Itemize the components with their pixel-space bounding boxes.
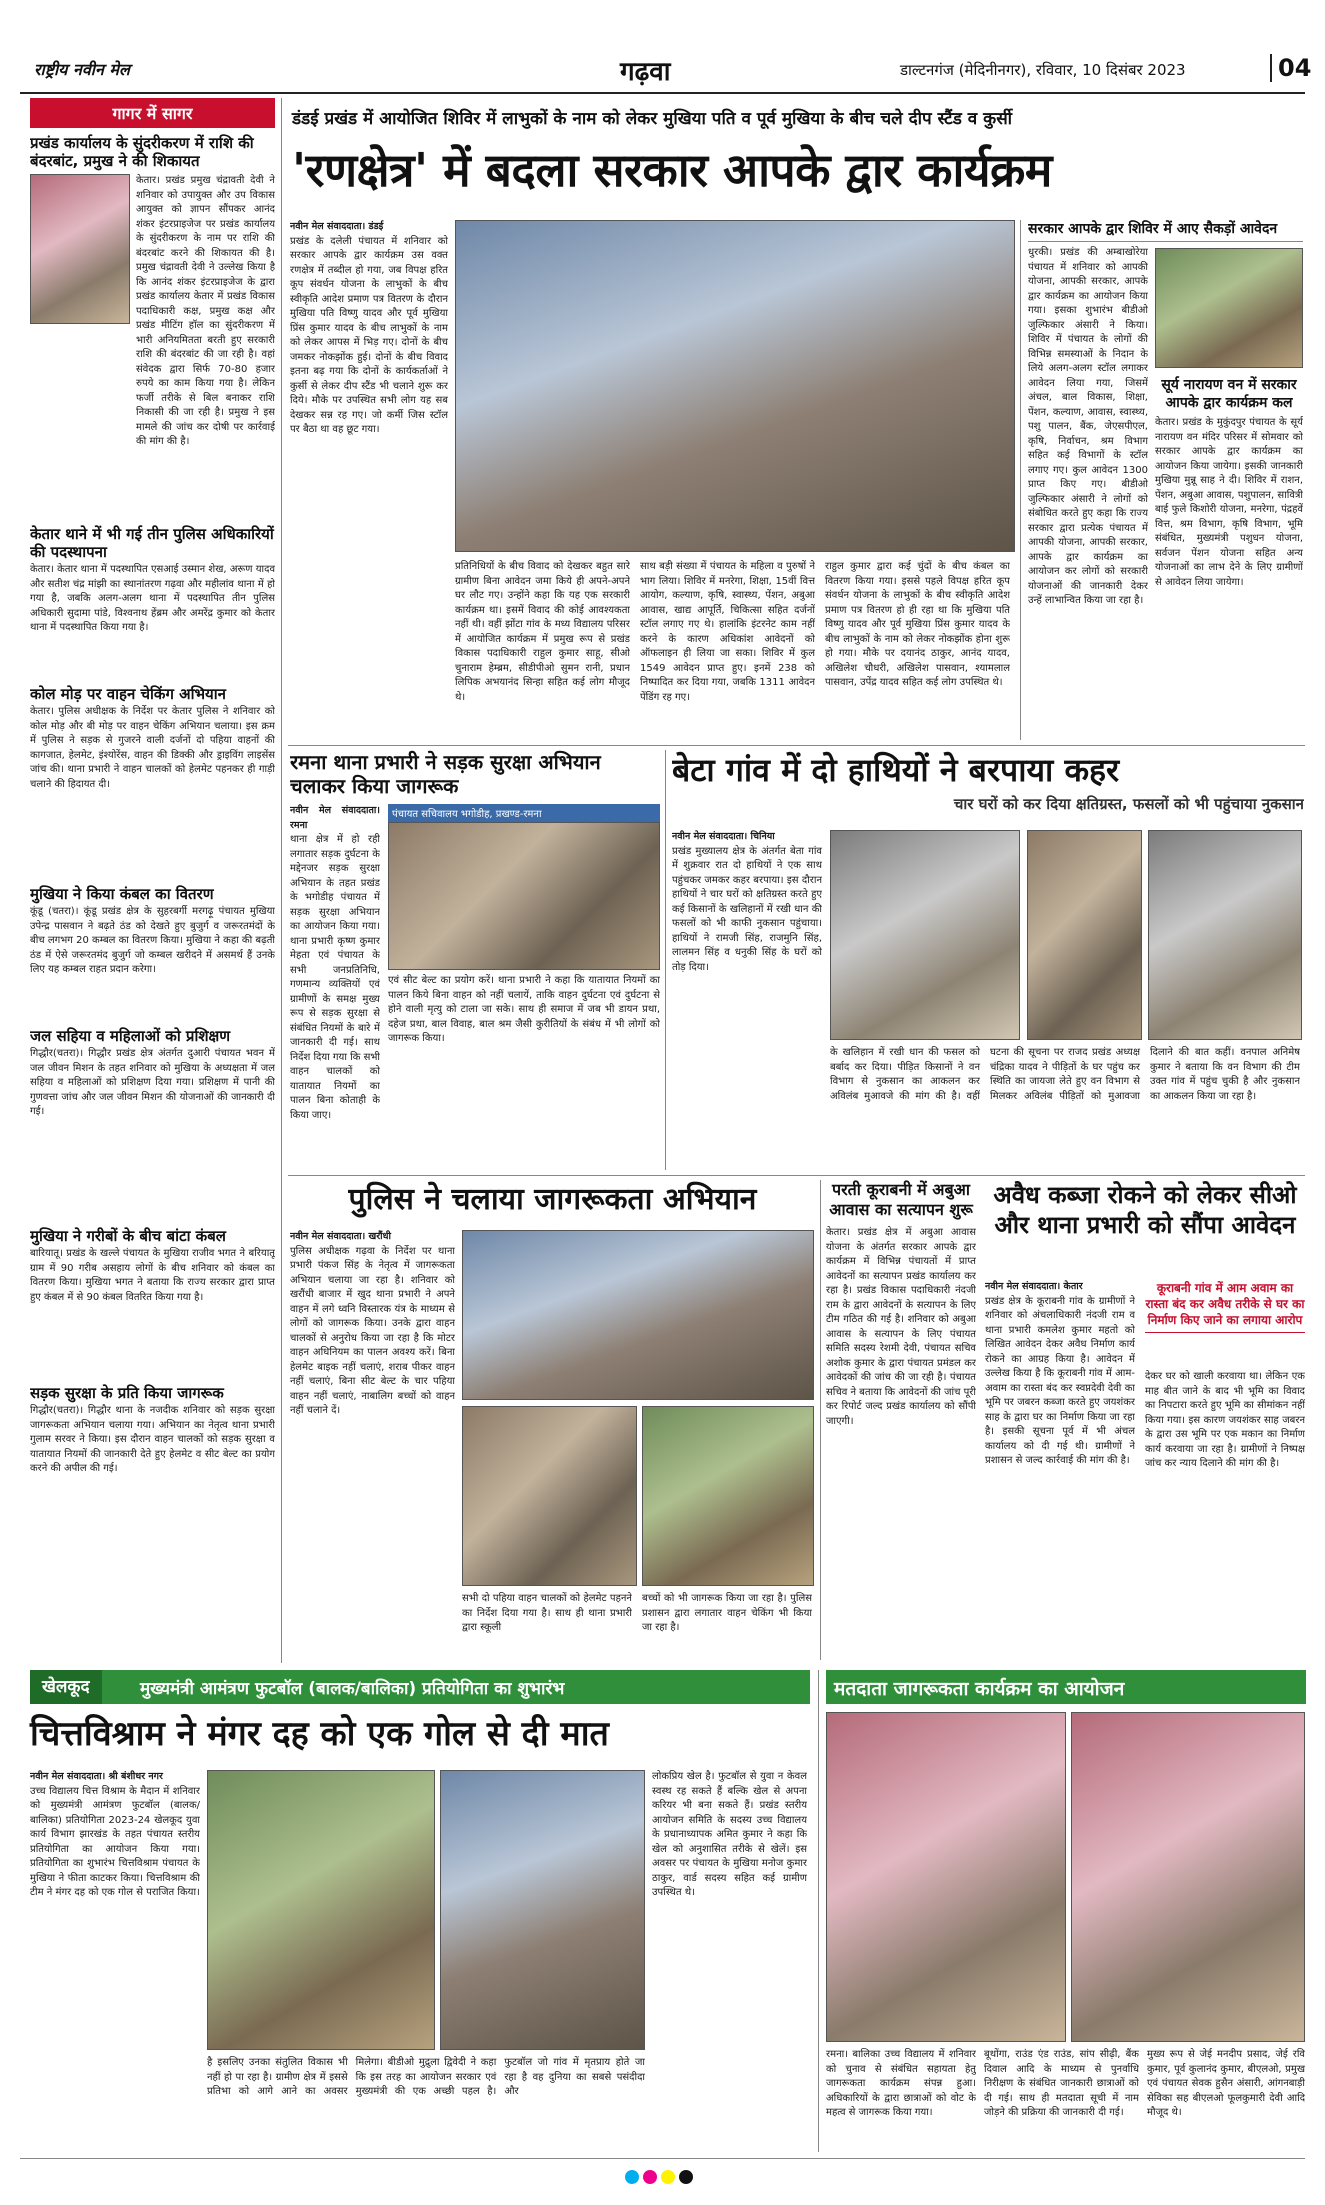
sidebar-story-7	[30, 1384, 275, 1564]
right-top-body: धुरकी। प्रखंड की अम्बाखोरेया पंचायत में शनिवार को आपकी योजना, आपकी सरकार, आपके द्वार कार्यक्रम का आयोजन किया गया। इसका शुभारंभ बीडीओ जुल्फिकार अंसारी ने किया। शिविर में पंचायत के लोगों की विभिन्न समस्याओं के निदान के लिये अलग-अलग स्टॉल लगाकर आवेदन लिया गया, जिसमें अंचल, बाल विकास, शिक्षा, पेंशन, कल्याण, आवास, स्वास्थ्य, पशु पालन, बैंक, जेएसपीएल, कृषि, निर्वाचन, श्रम विभाग सहित कई विभागों के स्टॉल लगाए गए। कुल आवेदन 1300 प्राप्त किए गए। बीडीओ जुल्फिकार अंसारी ने लोगों को संबोधित करते हुए कहा कि राज्य सरकार द्वारा प्रत्येक पंचायत में आपकी योजना, आपकी सरकार, आपके द्वार कार्यक्रम का आयोजन कर लोगों को सरकारी योजनाओं की जानकारी देकर उन्हें लाभान्वित किया जा रहा है।	[1028, 247, 1148, 606]
elephant-title: बेटा गांव में दो हाथियों ने बरपाया कहर	[672, 751, 1120, 789]
page-number: 04	[1270, 54, 1311, 82]
sports-banner	[30, 1670, 810, 1704]
sports-body2: है इसलिए उनका संतुलित विकास भी नहीं हो पा रहा है। ग्रामीण क्षेत्र में इससे प्रतिभा को आगे आने का अवसर मिलेगा। बीडीओ मुद्रुला द्विवेदी ने कहा कि इस तरह का आयोजन सरकार एवं मुख्यमंत्री की एक अच्छी पहल है। फुटबॉल जो गांव में मृतप्राय होते जा रहा है वह दुनिया का सबसे पसंदीदा और	[207, 2057, 645, 2097]
lead-photo	[455, 220, 1015, 552]
ramna-col1	[290, 804, 380, 1164]
lead-col3: साथ बड़ी संख्या में पंचायत के महिला व पुरुषों ने भाग लिया। शिविर में मनरेगा, शिक्षा, 15वीं वित्त आयोग, कल्याण, कृषि, स्वास्थ्य, पेंशन, अबुआ आवास, खाद्य आपूर्ति, चिकित्सा सहित दर्जनों स्टॉल लगाए गए थे। हालांकि इंटरनेट काम नहीं करने के कारण अधिकांश आवेदनों को ऑफलाइन ही लिया जा सका। शिविर में कुल 1549 आवेदन प्राप्त हुए। इनमें 238 को निष्पादित कर दिया गया, जबकि 1311 आवेदन पेंडिंग रह गए।	[640, 561, 815, 703]
kabja-byline: नवीन मेल संवाददाता। केतार	[985, 1281, 1083, 1292]
reg-mark-yellow	[661, 2170, 675, 2184]
story-body: बारियातू। प्रखंड के खल्ले पंचायत के मुखिया राजीव भगत ने बरियातू ग्राम में 90 गरीब असहाय लोगों के बीच शनिवार को कंबल का वितरण किया। मुखिया भगत ने बताया कि राज्य सरकार द्वारा प्राप्त हुए कंबल में से 90 कंबल वितरित किया गया है।	[30, 1248, 275, 1303]
right-top-story	[1028, 220, 1303, 740]
section-title: गढ़वा	[620, 57, 671, 87]
sports-photo-1	[207, 1770, 435, 2050]
voter-body2: बूथोंगा, राउंड एंड राउंड, सांप सीढ़ी, बैंक दिवाल आदि के माध्यम से पुनर्वाधि निरीक्षण के संबंधित जानकारी छात्राओं को दी गई। साथ ही मतदाता सूची में नाम जोड़ने की प्रक्रिया की जानकारी दी गई।	[984, 2049, 1139, 2118]
story-body: केतार। प्रखंड प्रमुख चंद्रावती देवी ने शनिवार को उपायुक्त और उप विकास आयुक्त को ज्ञापन सौंपकर आनंद शंकर इंटरप्राइजेज पर प्रखंड कार्यालय के सुंदरीकरण के नाम पर राशि की बंदरबांट करने की शिकायत की है। प्रमुख चंद्रावती देवी ने उल्लेख किया है कि आनंद शंकर इंटरप्राइजेज के द्वारा प्रखंड कार्यालय केतार में प्रखंड विकास पदाधिकारी कक्ष, प्रमुख कक्ष और प्रखंड मीटिंग हॉल का सुंदरीकरण में भारी अनियमितता बरती हुए सरकारी राशि की बंदरबांट की जा रही है। वहां संवेदक द्वारा सिर्फ 70-80 हजार रुपये का काम किया गया है। लेकिन फर्जी तरीके से बिल बनाकर राशि निकासी की जा रही है। प्रमुख ने इस मामले की जांच कर दोषी पर कार्रवाई की मांग की है।	[136, 175, 275, 447]
sports-photo-2	[440, 1770, 645, 2050]
story-title: केतार थाने में भी गई तीन पुलिस अधिकारियों की पदस्थापना	[30, 525, 274, 561]
story-title: मुखिया ने गरीबों के बीच बांटा कंबल	[30, 1227, 226, 1245]
story-body: केतार। केतार थाना में पदस्थापित एसआई उस्मान शेख, अरूण यादव और सतीश चंद्र मांझी का स्थानांतरण गढ़वा और महीलांव थाना में हो गया है, जबकि अलग-अलग थाना में पदस्थापित तीन पुलिस अधिकारी सुदामा पांडे, विश्वनाथ हेंब्रम और अमरेंद्र कुमार को केतार थाना में पदस्थापित किया गया है।	[30, 564, 275, 633]
police-photo-2	[462, 1406, 637, 1586]
kabja-callout: कूराबनी गांव में आम अवाम का रास्ता बंद कर अवैध तरीके से घर का निर्माण किए जाने का लगाया आरोप	[1145, 1280, 1305, 1333]
kabja-body: प्रखंड क्षेत्र के कूराबनी गांव के ग्रामीणों ने शनिवार को अंचलाधिकारी नंदजी राम व थाना प्रभारी कमलेश कुमार महतो को लिखित आवेदन देकर अवैध निर्माण कार्य रोकने का आग्रह किया है। आवेदन में उल्लेख किया है कि कूराबनी गांव में आम-अवाम का रास्ता बंद कर स्वप्नदेवी देवी का भूमि पर जबरन कब्जा करते हुए जयशंकर साह के द्वारा घर का निर्माण किया जा रहा है। इसकी सूचना पूर्व में भी अंचल कार्यालय को दी गई थी। ग्रामीणों ने प्रशासन से जल्द कार्रवाई की मांग की है।	[985, 1295, 1135, 1466]
elephant-col1	[672, 830, 822, 1160]
voter-photo-2	[1071, 1712, 1305, 2042]
police-col1	[290, 1230, 455, 1655]
ramna-story	[290, 750, 660, 1170]
ramna-photo-wrap	[388, 804, 660, 1154]
sports-kicker: मुख्यमंत्री आमंत्रण फुटबॉल (बालक/बालिका) प्रतियोगिता का शुभारंभ	[140, 1679, 565, 1699]
sidebar-story-4	[30, 885, 275, 1021]
print-registration-marks	[625, 2170, 705, 2184]
dateline: डाल्टनगंज (मेदिनीनगर), रविवार, 10 दिसंबर 2023	[900, 61, 1186, 79]
police-title: पुलिस ने चलाया जागरूकता अभियान	[348, 1182, 757, 1217]
sidebar-story-5	[30, 1027, 275, 1221]
kabja-col1	[985, 1280, 1135, 1655]
sports-byline: नवीन मेल संवाददाता। श्री बंशीधर नगर	[30, 1771, 163, 1782]
elephant-photo-2	[1027, 830, 1142, 1040]
police-photo-3	[642, 1406, 814, 1586]
police-cap2: बच्चों को भी जागरूक किया जा रहा है। पुलिस प्रशासन द्वारा लगातार वाहन चेकिंग भी किया जा रहा है।	[642, 1593, 812, 1633]
ramna-banner-text: पंचायत सचिवालय भगोडीह, प्रखण्ड-रमना	[388, 804, 660, 822]
voter-title: मतदाता जागरूकता कार्यक्रम का आयोजन	[826, 1670, 1306, 1704]
lead-kicker: डंडई प्रखंड में आयोजित शिविर में लाभुकों के नाम को लेकर मुखिया पति व पूर्व मुखिया के बीच चले दीप स्टैंड व कुर्सी	[292, 109, 1013, 129]
brand-logo: राष्ट्रीय नवीन मेल	[34, 60, 130, 79]
sidebar	[30, 98, 275, 1663]
story-body: गिद्धौर(चतरा)। गिद्धौर थाना के नजदीक शनिवार को सड़क सुरक्षा जागरूकता अभियान चलाया गया। अभियान का नेतृत्व थाना प्रभारी गुलाम सरवर ने किया। इस दौरान वाहन चालकों को सड़क सुरक्षा व यातायात नियमों की जानकारी देते हुए हेलमेट व सीट बेल्ट का प्रयोग करने की अपील की गई।	[30, 1405, 275, 1474]
elephant-story	[672, 750, 1304, 1170]
voter-body3: मुख्य रूप से जेई मनदीप प्रसाद, जेई रवि कुमार, पूर्व कुलानंद कुमार, बीएलओ, प्रमुख एवं पंचायत सेवक हुसैन अंसारी, आंगनबाड़ी सेविका सह बीएलओ फूलकुमारी देवी आदि मौजूद थे।	[1147, 2049, 1305, 2118]
elephant-body1: प्रखंड मुख्यालय क्षेत्र के अंतर्गत बेता गांव में शुक्रवार रात दो हाथियों ने एक साथ पहुंचकर जमकर कहर बरपाया। इस दौरान हाथियों ने चार घरों को क्षतिग्रस्त करते हुए कई किसानों के खलिहानों में रखी धान की फसलों को भी काफी नुकसान पहुंचाया। हाथियों ने रामजी सिंह, राजमुनि सिंह, लालमन सिंह व धनुकी सिंह के घरों को तोड़ दिया।	[672, 845, 822, 973]
police-photo-1	[462, 1230, 814, 1400]
voter-body1: रमना। बालिका उच्च विद्यालय में शनिवार को चुनाव से संबंधित सहायता हेतु जागरूकता कार्यक्रम संपन्न हुआ। अधिकारियों के द्वारा छात्राओं को वोट के महत्व से जागरूक किया गया।	[826, 2049, 976, 2118]
story-body: गिद्धौर(चतरा)। गिद्धौर प्रखंड क्षेत्र अंतर्गत दुआरी पंचायत भवन में जल जीवन मिशन के तहत शनिवार को मुखिया के अध्यक्षता में जल सहिया व महिलाओं को प्रशिक्षण दिया गया। प्रशिक्षण में पानी की गुणवत्ता जांच और जल जीवन मिशन की योजनाओं की जानकारी दी गई।	[30, 1048, 275, 1117]
kabja-title: अवैध कब्जा रोकने को लेकर सीओ और थाना प्रभारी को सौंपा आवेदन	[993, 1181, 1297, 1239]
masthead-rule	[20, 92, 1305, 94]
sidebar-story-6	[30, 1227, 275, 1378]
sports-body1: उच्च विद्यालय चित्त विश्राम के मैदान में शनिवार को मुख्यमंत्री आमंत्रण फुटबॉल (बालक/बालिका) प्रतियोगिता 2023-24 खेलकूद युवा कार्य विभाग झारखंड के तहत पंचायत स्तरीय प्रतियोगिता का आयोजन किया गया। प्रतियोगिता का शुभारंभ चित्तविश्राम पंचायत के मुखिया ने फीता काटकर किया। चित्तविश्राम की टीम ने मंगर दह को एक गोल से पराजित किया।	[30, 1785, 200, 1898]
lead-byline: नवीन मेल संवाददाता। डंडई	[290, 221, 384, 232]
ramna-divider	[665, 750, 666, 1170]
lead-headline: 'रणक्षेत्र' में बदला सरकार आपके द्वार कार्यक्रम	[292, 143, 1052, 197]
story-title: जल सहिया व महिलाओं को प्रशिक्षण	[30, 1027, 231, 1045]
sports-body3: लोकप्रिय खेल है। फुटबॉल से युवा न केवल स्वस्थ रह सकते हैं बल्कि खेल से अपना करियर भी बना सकते हैं। प्रखंड स्तरीय आयोजन समिति के सदस्य उच्च विद्यालय के प्रधानाध्यापक अमित कुमार ने कहा कि खेल को अनुशासित तरीके से खेलें। इस अवसर पर पंचायत के मुखिया मनोज कुमार ठाकुर, वार्ड सदस्य सहित कई ग्रामीण उपस्थित थे।	[652, 1771, 807, 1898]
footer-rule	[20, 2158, 1305, 2159]
reg-mark-cyan	[625, 2170, 639, 2184]
story-title: मुखिया ने किया कंबल का वितरण	[30, 885, 214, 903]
voter-photo-1	[826, 1712, 1066, 2042]
story-title: कोल मोड़ पर वाहन चेकिंग अभियान	[30, 685, 226, 703]
ramna-body2: एवं सीट बेल्ट का प्रयोग करें। थाना प्रभारी ने कहा कि यातायात नियमों का पालन किये बिना वाहन को नहीं चलायें, ताकि वाहन दुर्घटना एवं दुर्घटना से होने वाली मृत्यु को टाला जा सके। साथ ही समाज में जब भी डायन प्रथा, दहेज प्रथा, बाल विवाह, बाल श्रम जैसी कुरीतियों के संबंध में भी लोगों को जागरूक किया।	[388, 975, 660, 1044]
sports-divider	[818, 1670, 819, 2152]
right-top-photo	[1155, 248, 1303, 368]
sports-headline: चित्तविश्राम ने मंगर दह को एक गोल से दी मात	[30, 1714, 609, 1754]
sports-tag: खेलकूद	[30, 1670, 102, 1704]
right-sub-title: सूर्य नारायण वन में सरकार आपके द्वार कार्यक्रम कल	[1161, 377, 1297, 411]
right-top-title: सरकार आपके द्वार शिविर में आए सैकड़ों आवेदन	[1028, 220, 1303, 242]
portrait-photo	[30, 174, 130, 324]
elephant-sub: चार घरों को कर दिया क्षतिग्रस्त, फसलों को भी पहुंचाया नुकसान	[953, 795, 1304, 813]
lead-col2: प्रतिनिधियों के बीच विवाद को देखकर बहुत सारे ग्रामीण बिना आवेदन जमा किये ही अपने-अपने घर लौट गए। उन्होंने कहा कि यह एक सरकारी कार्यक्रम था। इसमें विवाद की कोई आवश्यकता नहीं थी। वहीं झोंटा गांव के मध्य विद्यालय परिसर में आयोजित कार्यक्रम में प्रमुख रूप से प्रखंड विकास पदाधिकारी राहुल कुमार साहू, सीओ चुनाराम हेम्ब्रम, सीडीपीओ सुमन रानी, प्रधान लिपिक अभयानंद सिन्हा सहित कई लोग मौजूद थे।	[455, 561, 630, 703]
reg-mark-magenta	[643, 2170, 657, 2184]
lead-right-divider	[1020, 220, 1021, 740]
sidebar-story-1	[30, 134, 275, 519]
story-title: प्रखंड कार्यालय के सुंदरीकरण में राशि की बंदरबांट, प्रमुख ने की शिकायत	[30, 134, 254, 170]
police-story	[290, 1180, 815, 1660]
elephant-byline: नवीन मेल संवाददाता। चिनिया	[672, 831, 775, 842]
lead-col4: राहुल कुमार द्वारा कई चुंदों के बीच कंबल का वितरण किया गया। इससे पहले विपक्ष हरित कूप संवर्धन योजना के लाभुकों के बीच स्वीकृति आदेश प्रमाण पत्र वितरण हो ही रहा था कि मुखिया पति विष्णु यादव और पूर्व मुखिया प्रिंस कुमार यादव के बीच लाभुकों के नाम को लेकर नोकझोंक होना शुरू हो गया। मौके पर दयानंद ठाकुर, आनंद यादव, अखिलेश चौधरी, अखिलेश पासवान, श्यामलाल पासवान, उपेंद्र यादव सहित कई लोग उपस्थित थे।	[825, 561, 1010, 688]
right-sub-body: केतार। प्रखंड के मुकुंदपुर पंचायत के सूर्य नारायण वन मंदिर परिसर में सोमवार को सरकार आपके द्वार कार्यक्रम का आयोजन किया जायेगा। इसकी जानकारी मुखिया मुन्नू साह ने दी। शिविर में राशन, पेंशन, अबुआ आवास, पशुपालन, सावित्री बाई फुले किशोरी योजना, मनरेगा, पंद्रहवें वित्त, श्रम विभाग, कृषि विभाग, भूमि संबंधित, मुख्यमंत्री पशुधन योजना, सर्वजन पेंशन योजना सहित अन्य योजनाओं का लाभ देने के लिए ग्रामीणों से आवेदन लिया जायेगा।	[1155, 417, 1303, 588]
row2-rule	[288, 745, 1305, 746]
ramna-body1: थाना क्षेत्र में हो रही लगातार सड़क दुर्घटना के मद्देनजर सड़क सुरक्षा अभियान के तहत प्रखंड के भगोडीह पंचायत में सड़क सुरक्षा अभियान का आयोजन किया गया। थाना प्रभारी कृष्ण कुमार मेहता एवं पंचायत के सभी जनप्रतिनिधि, गणमान्य व्यक्तियों एवं ग्रामीणों के समक्ष मुख्य रूप से सड़क सुरक्षा से संबंधित नियमों के बारे में जानकारी दी गई। साथ निर्देश दिया गया कि सभी वाहन चालकों को यातायात नियमों का पालन बिना कोताही के किया जाए।	[290, 834, 380, 1121]
story-title: सड़क सुरक्षा के प्रति किया जागरूक	[30, 1384, 224, 1402]
sidebar-story-3	[30, 685, 275, 879]
elephant-photo-3	[1148, 830, 1302, 1040]
ramna-byline: नवीन मेल संवाददाता। रमना	[290, 805, 380, 831]
awas-story	[826, 1180, 976, 1660]
police-body: पुलिस अधीक्षक गढ़वा के निर्देश पर थाना प्रभारी पंकज सिंह के नेतृत्व में जागरूकता अभियान चलाया जा रहा है। शनिवार को खरौंधी बाजार में खुद थाना प्रभारी ने अपने वाहन में लगे ध्वनि विस्तारक यंत्र के माध्यम से लोगों को जागरूक किया। उनके द्वारा वाहन चालकों से अनुरोध किया जा रहा है कि मोटर वाहन अधिनियम का पालन अवश्य करें। बिना हेलमेट बाइक नहीं चलाएं, शराब पीकर वाहन नहीं चलाएं, बिना सीट बेल्ट के चार पहिया वाहन नहीं चलाएं, नाबालिग बच्चों को वाहन नहीं चलाने दें।	[290, 1245, 455, 1416]
story-body: केतार। पुलिस अधीक्षक के निर्देश पर केतार पुलिस ने शनिवार को कोल मोड़ और बी मोड़ पर वाहन चेकिंग अभियान चलाया। इस क्रम में पुलिस ने सड़क से गुजरने वाली दर्जनों दो पहिया वाहनों की कागजात, हेलमेट, इंश्योरेंस, वाहन की डिक्की और ड्राइविंग लाइसेंस जांच की। थाना प्रभारी ने वाहन चालकों को हेलमेट पहनकर ही गाड़ी चलाने की हिदायत दी।	[30, 706, 275, 790]
sports-col1	[30, 1770, 200, 2150]
story-body: कूंडू (चतरा)। कूंडू प्रखंड क्षेत्र के सुहरबर्गी मरगढ़ू पंचायत मुखिया उपेन्द्र पासवान ने बढ़ते ठंड को देखते हुए बुजुर्ग व जरूरतमंदों के बीच लगभग 20 कम्बल का वितरण किया। मुखिया ने कहा की बढ़ती ठंड में ऐसे जरूरतमंद बुजुर्ग जो कम्बल खरीदने में असमर्थ हैं उनके लिए यह कम्बल राहत प्रदान करेगा।	[30, 906, 275, 975]
ramna-photo	[388, 822, 660, 970]
row3-rule	[288, 1175, 1305, 1176]
lead-col1-text: प्रखंड के दलेली पंचायत में शनिवार को सरकार आपके द्वार कार्यक्रम उस वक्त रणक्षेत्र में तब्दील हो गया, जब विपक्ष हरित कूप संवर्धन योजना के लाभुकों के बीच स्वीकृति आदेश प्रमाण पत्र वितरण के दौरान मुखिया पति विष्णु यादव और पूर्व मुखिया प्रिंस कुमार यादव के बीच लाभुकों के नाम को लेकर आपस में भिड़ गए। दोनों के बीच जमकर नोकझोंक हुई। दोनों के बीच विवाद इतना बढ़ गया कि दोनों के कार्यकर्ताओं ने कुर्सी से लेकर दीप स्टैंड भी चलाने शुरू कर दिये। मौके पर उपस्थित सभी लोग यह सब देखकर सन्न रह गए। जो कर्मी जिस स्टॉल पर बैठा था वह छूट गया।	[290, 235, 448, 435]
elephant-photo-1	[830, 830, 1020, 1040]
elephant-body2: के खलिहान में रखी धान की फसल को बर्बाद कर दिया। पीड़ित किसानों ने वन विभाग से नुकसान का आकलन कर अविलंब मुआवजे की मांग की है। वहीं घटना की सूचना पर राजद प्रखंड अध्यक्ष चंद्रिका यादव ने पीड़ितों के घर पहुंच कर स्थिति का जायजा लेते हुए वन विभाग से मिलकर अविलंब पीड़ितों को मुआवजा दिलाने की बात कहीं। वनपाल अनिमेष कुमार ने बताया कि वन विभाग की टीम उक्त गांव में पहुंच चुकी है और नुकसान का आकलन किया जा रहा है।	[830, 1047, 1300, 1102]
police-divider	[820, 1180, 821, 1660]
reg-mark-black	[679, 2170, 693, 2184]
sidebar-banner: गागर में सागर	[30, 98, 275, 128]
kabja-body2: देकर घर को खाली करवाया था। लेकिन एक माह बीत जाने के बाद भी भूमि का विवाद का निपटारा करते हुए भूमि का सीमांकन नहीं किया गया। इस कारण जयशंकर साह जबरन के द्वारा उस भूमि पर एक मकान का निर्माण कार्य करवाया जा रहा है। ग्रामीणों ने निष्पक्ष जांच कर न्याय दिलाने की मांग की है।	[1145, 1371, 1305, 1469]
sidebar-divider	[281, 98, 282, 1663]
kabja-story	[985, 1180, 1305, 1660]
police-byline: नवीन मेल संवाददाता। खरौंधी	[290, 1231, 391, 1242]
lead-col1	[290, 220, 448, 740]
sidebar-story-2	[30, 525, 275, 679]
police-cap1: सभी दो पहिया वाहन चालकों को हेलमेट पहनने का निर्देश दिया गया है। साथ ही थाना प्रभारी द्वारा स्कूली	[462, 1593, 632, 1633]
awas-body: केतार। प्रखंड क्षेत्र में अबुआ आवास योजना के अंतर्गत सरकार आपके द्वार कार्यक्रम में विभिन्न पंचायतों में प्राप्त आवेदनों का सत्यापन प्रखंड कार्यालय कर रहा है। प्रखंड विकास पदाधिकारी नंदजी राम के द्वारा आवेदनों के सत्यापन के लिए टीम गठित की गई है। शनिवार को अबुआ आवास के सत्यापन के लिए पंचायत समिति सदस्य रेशमी देवी, पंचायत सचिव अशोक कुमार के द्वारा पंचायत प्रमंडल कर आवेदकों की जांच की जा रही है। पंचायत सचिव ने बताया कि आवेदनों की जांच पूरी कर रिपोर्ट जल्द प्रखंड कार्यालय को सौंपी जाएगी।	[826, 1227, 976, 1427]
masthead	[20, 50, 1312, 92]
ramna-title: रमना थाना प्रभारी ने सड़क सुरक्षा अभियान चलाकर किया जागरूक	[290, 750, 601, 798]
awas-title: परती कूराबनी में अबुआ आवास का सत्यापन शुरू	[829, 1180, 973, 1219]
